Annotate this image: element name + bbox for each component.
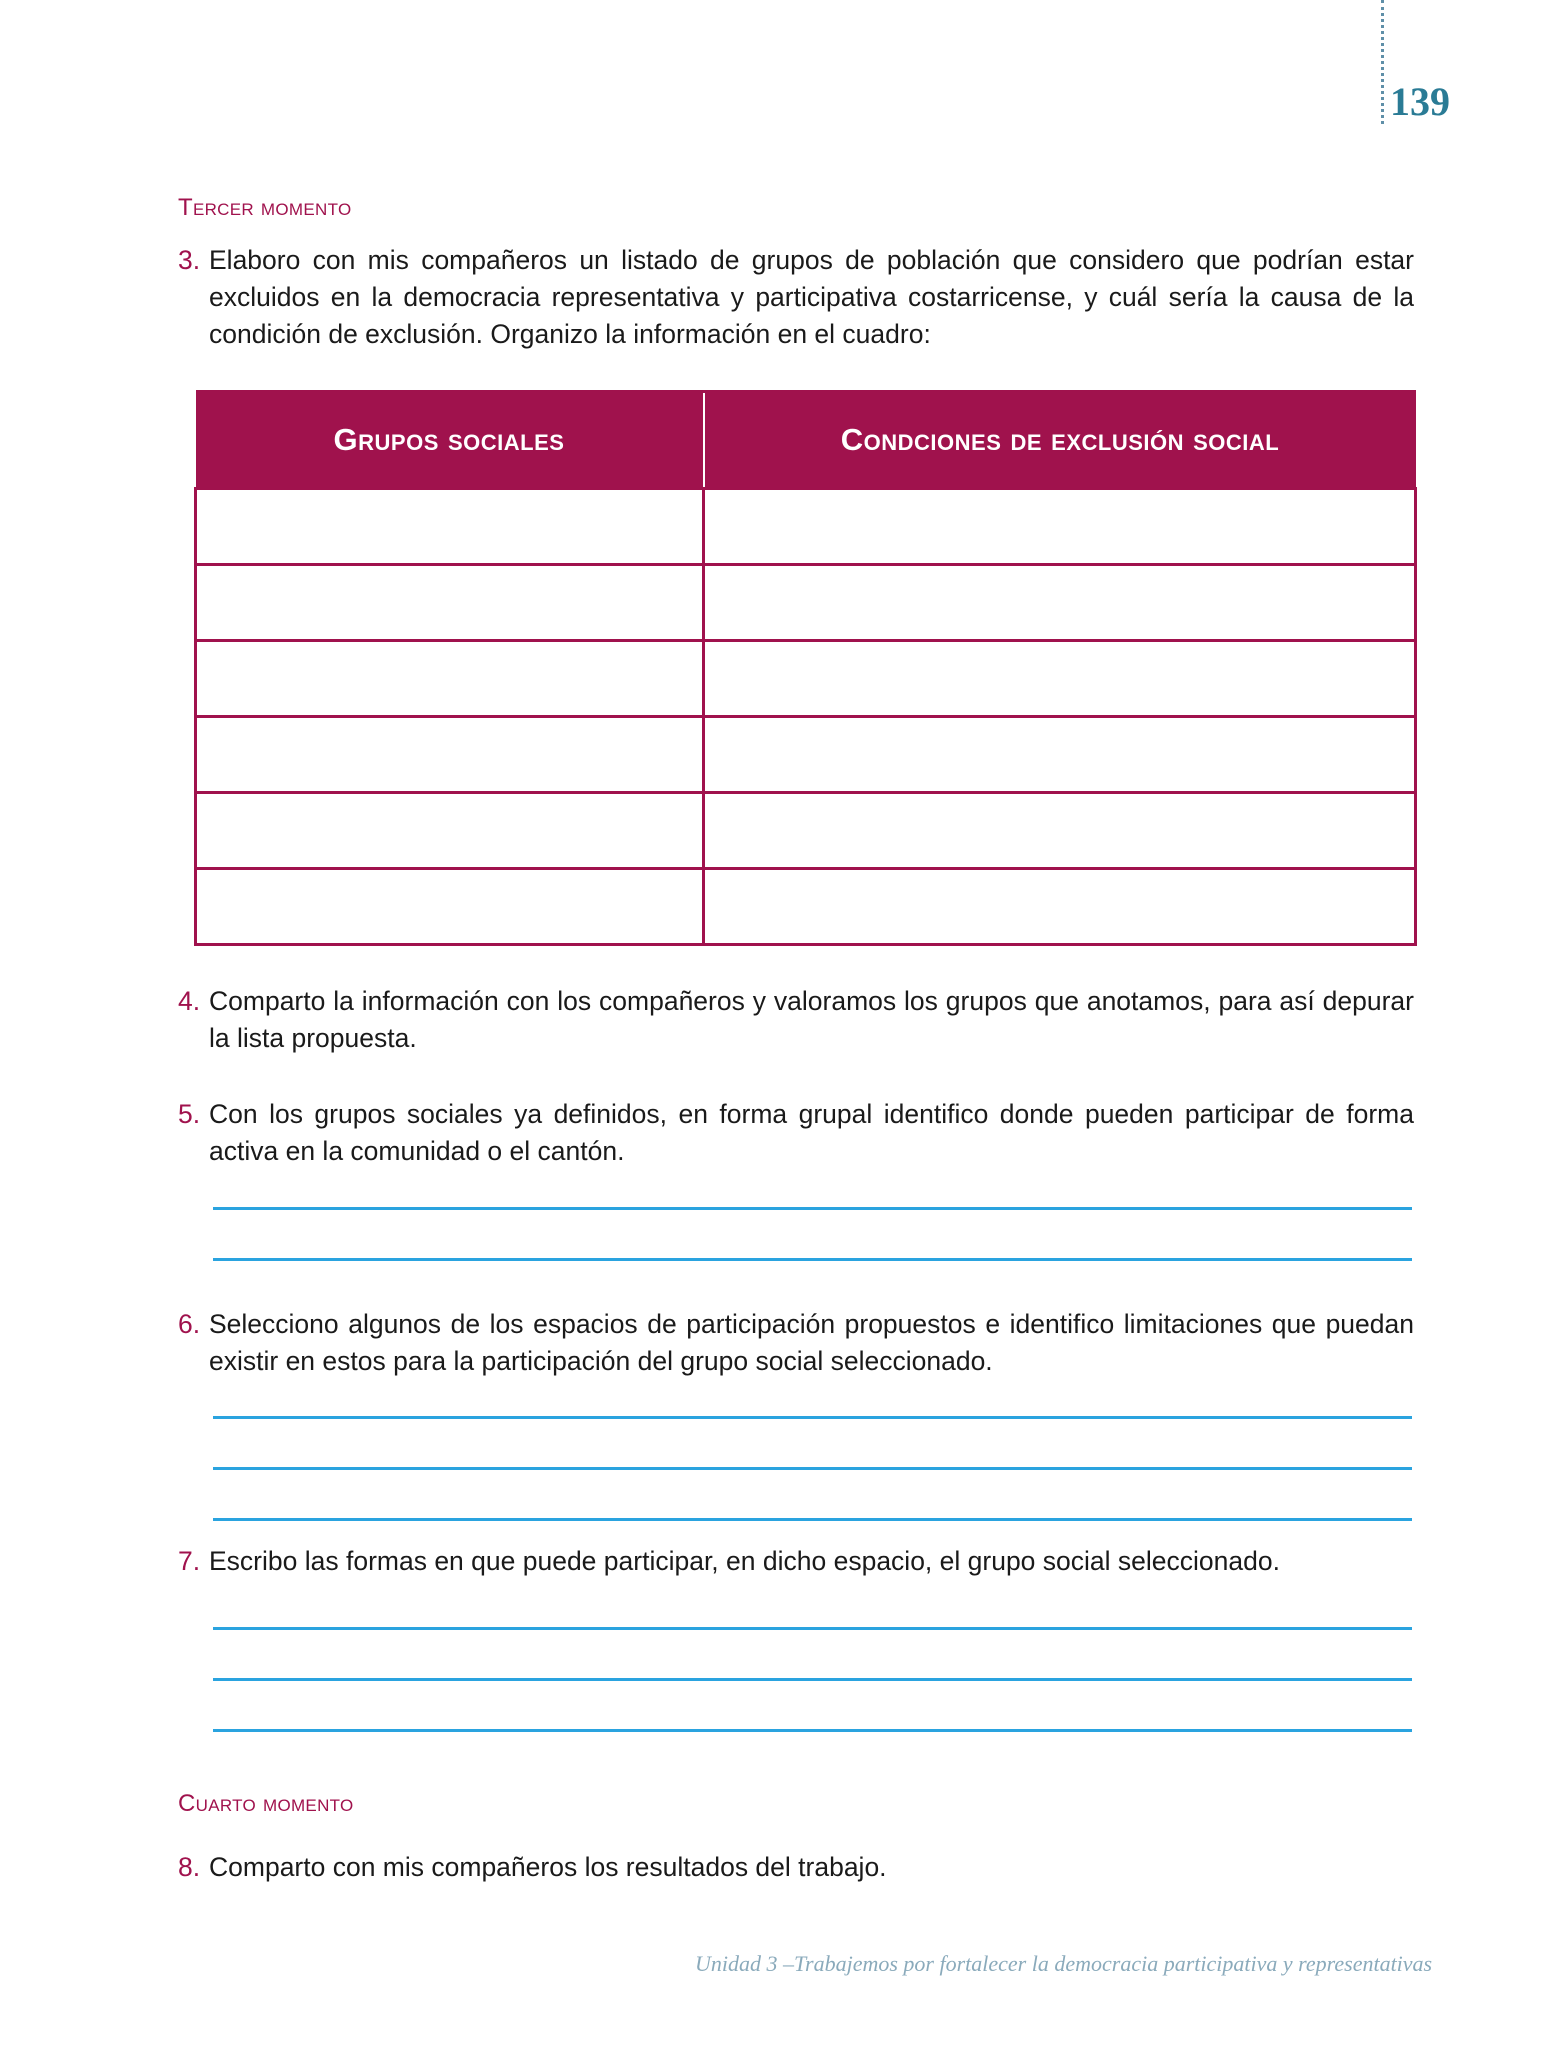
answer-line[interactable]: [213, 1258, 1412, 1261]
item-text: Comparto la información con los compañeros y valoramos los grupos que anotamos, para así depurar la lista propuesta.: [209, 986, 1414, 1053]
section-title-cuarto-momento: Cuarto momento: [178, 1790, 354, 1817]
table-row: [196, 793, 1416, 869]
cell-condicion[interactable]: [704, 489, 1416, 565]
answer-line[interactable]: [213, 1518, 1412, 1521]
exercise-item-8: [178, 1849, 1414, 1886]
cell-grupo[interactable]: [196, 565, 704, 641]
cell-condicion[interactable]: [704, 641, 1416, 717]
answer-line[interactable]: [213, 1729, 1412, 1732]
header-grupos-sociales: Grupos sociales: [196, 392, 704, 489]
answer-line[interactable]: [213, 1678, 1412, 1681]
table-row: [196, 717, 1416, 793]
header-condiciones-exclusion: Condciones de exclusión social: [704, 392, 1416, 489]
answer-line[interactable]: [213, 1627, 1412, 1630]
cell-condicion[interactable]: [704, 565, 1416, 641]
table-row: [196, 869, 1416, 945]
item-number: 8.: [178, 1852, 201, 1882]
item-text: Escribo las formas en que puede participar, en dicho espacio, el grupo social seleccionado.: [209, 1546, 1280, 1576]
answer-line[interactable]: [213, 1467, 1412, 1470]
page-number: 139: [1390, 79, 1450, 124]
item-number: 5.: [178, 1099, 201, 1129]
cell-grupo[interactable]: [196, 869, 704, 945]
answer-line[interactable]: [213, 1207, 1412, 1210]
running-footer: Unidad 3 –Trabajemos por fortalecer la democracia participativa y representativas: [695, 1951, 1433, 1976]
margin-dotted-rule: [1381, 0, 1384, 124]
table-row: [196, 489, 1416, 565]
item-number: 6.: [178, 1309, 201, 1339]
exercise-item-5: [178, 1096, 1414, 1170]
cell-grupo[interactable]: [196, 793, 704, 869]
table-row: [196, 641, 1416, 717]
section-title-tercer-momento: Tercer momento: [178, 194, 352, 221]
exercise-item-4: [178, 983, 1414, 1057]
cell-grupo[interactable]: [196, 641, 704, 717]
exclusion-table: [194, 390, 1417, 946]
table-row: [196, 565, 1416, 641]
item-text: Selecciono algunos de los espacios de participación propuestos e identifico limitaciones que puedan existir en estos para la participación del grupo social seleccionado.: [209, 1309, 1414, 1376]
exercise-item-7: [178, 1543, 1414, 1580]
item-number: 7.: [178, 1546, 201, 1576]
item-number: 3.: [178, 245, 201, 275]
item-text: Comparto con mis compañeros los resultados del trabajo.: [209, 1852, 887, 1882]
cell-condicion[interactable]: [704, 869, 1416, 945]
cell-grupo[interactable]: [196, 717, 704, 793]
cell-condicion[interactable]: [704, 793, 1416, 869]
answer-line[interactable]: [213, 1416, 1412, 1419]
item-text: Elaboro con mis compañeros un listado de grupos de población que considero que podrían estar excluidos en la democracia representativa y participativa costarricense, y cuál sería la causa de la condición de exclusión. Organizo la información en el cuadro:: [209, 245, 1414, 349]
item-number: 4.: [178, 986, 201, 1016]
exercise-item-6: [178, 1306, 1414, 1380]
cell-grupo[interactable]: [196, 489, 704, 565]
item-text: Con los grupos sociales ya definidos, en forma grupal identifico donde pueden participar de forma activa en la comunidad o el cantón.: [209, 1099, 1414, 1166]
cell-condicion[interactable]: [704, 717, 1416, 793]
exercise-item-3: [178, 242, 1414, 353]
